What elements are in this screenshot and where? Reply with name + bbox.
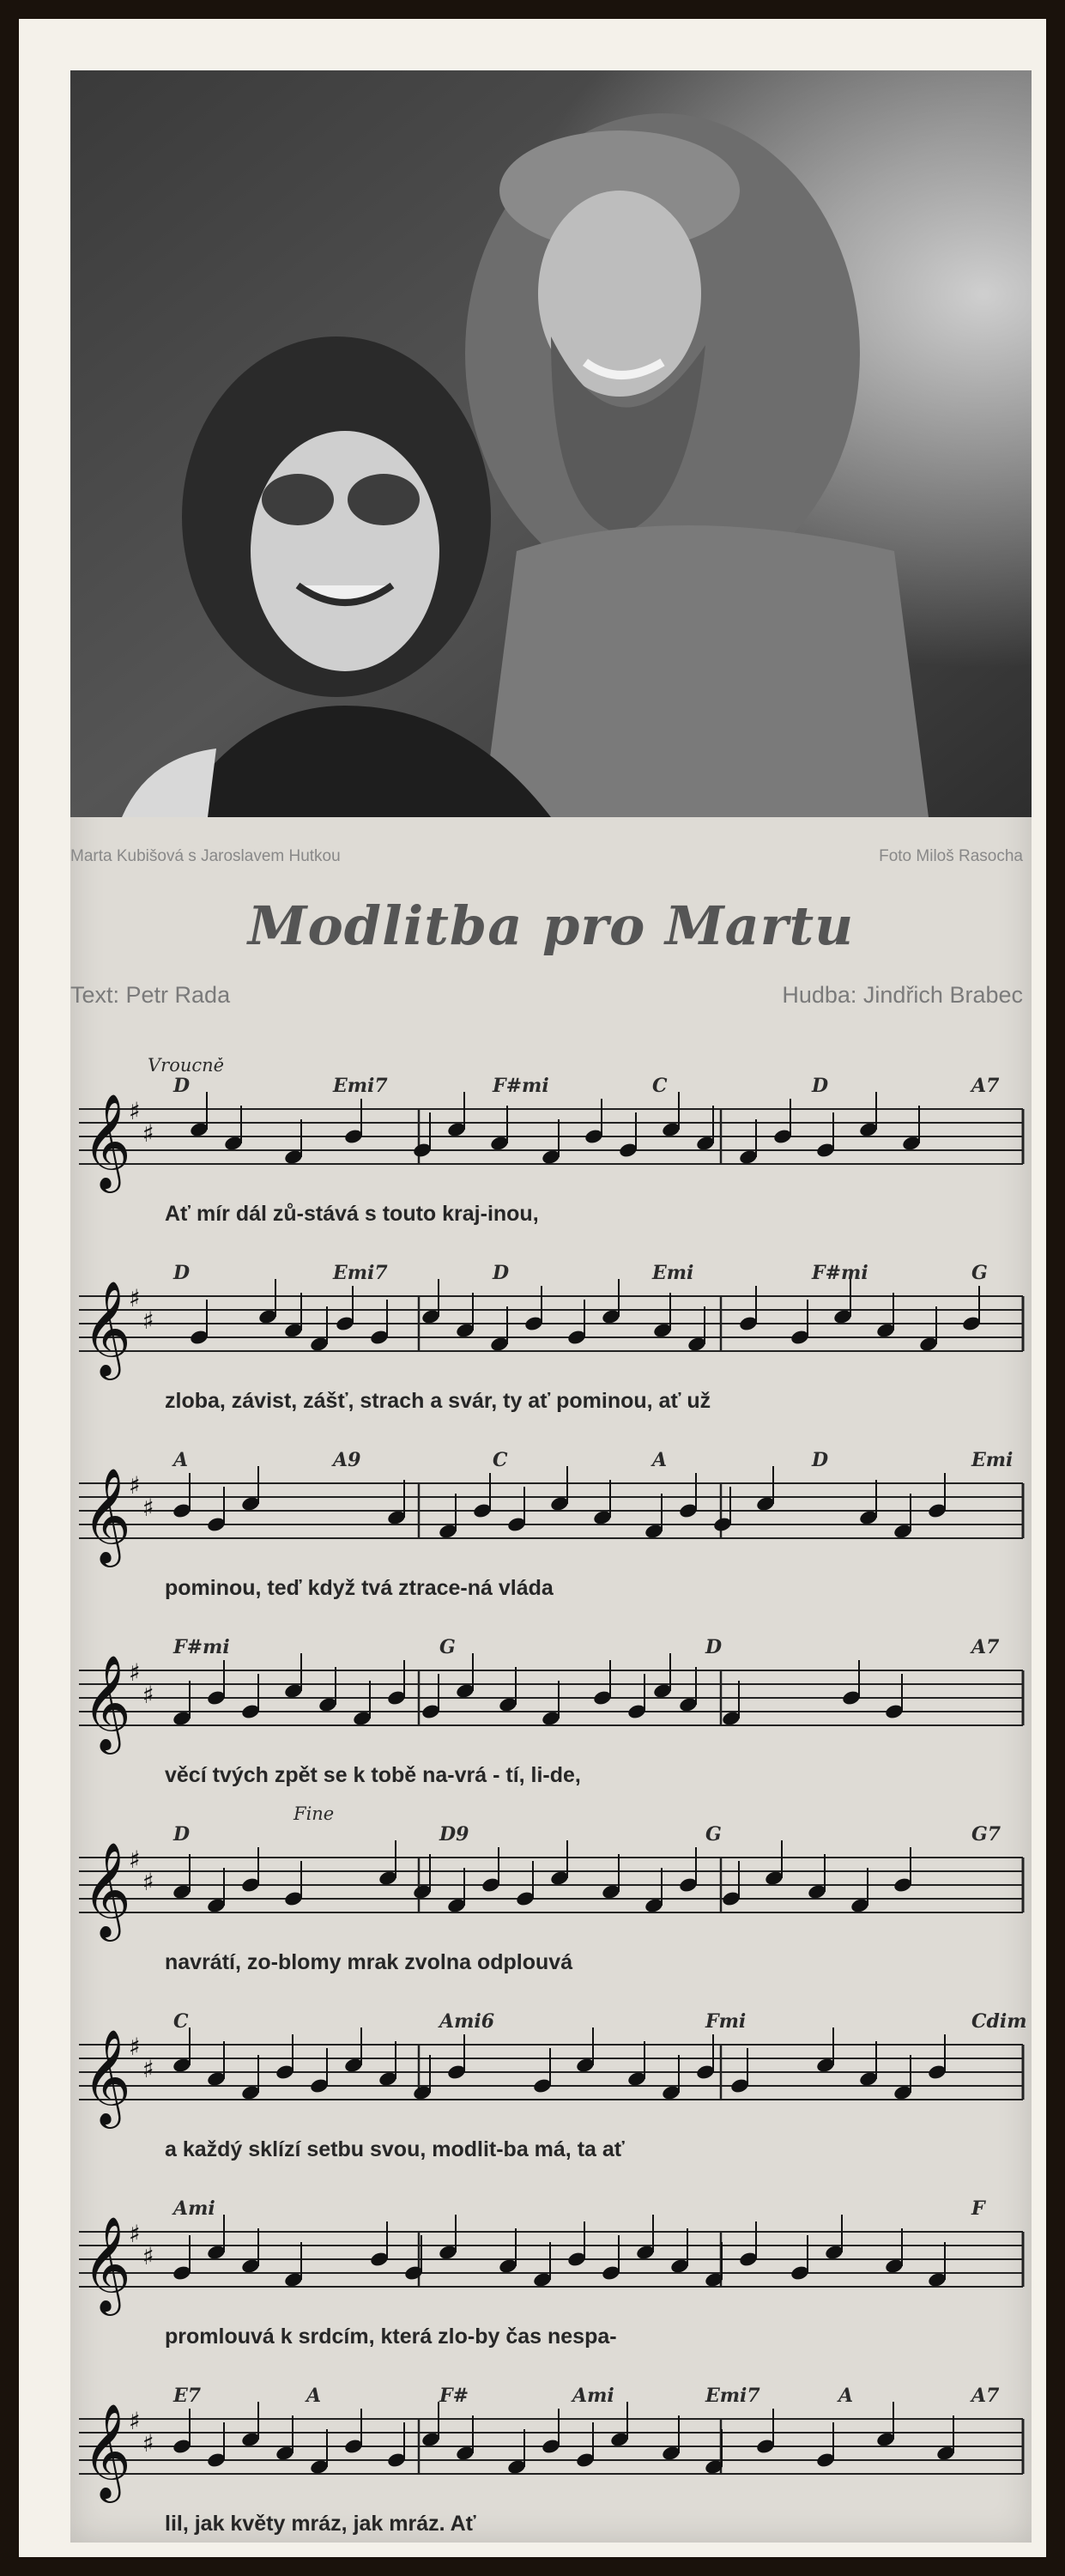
key-sharp: ♯ xyxy=(142,2055,154,2083)
chord-symbol: Cdim xyxy=(971,2010,1027,2033)
chord-symbol: D9 xyxy=(439,1823,469,1846)
chord-symbol: D xyxy=(173,1262,191,1284)
chord-symbol: D xyxy=(812,1075,829,1097)
key-sharp: ♯ xyxy=(142,1119,154,1148)
chord-symbol: Ami6 xyxy=(439,2010,495,2033)
chord-symbol: A xyxy=(306,2385,322,2407)
chord-symbol: C xyxy=(493,1449,508,1471)
photo xyxy=(70,70,1032,817)
fine-marking: Fine xyxy=(293,1803,335,1824)
chord-symbol: D xyxy=(173,1075,191,1097)
chord-symbol: D xyxy=(705,1636,723,1658)
lyrics-line: Ať mír dál zů-stává s touto kraj-inou, xyxy=(165,1202,539,1226)
chord-symbol: F xyxy=(971,2197,985,2220)
key-sharp: ♯ xyxy=(129,2407,141,2435)
treble-clef: 𝄞 xyxy=(82,2215,131,2312)
page-frame xyxy=(19,19,1046,2557)
key-sharp: ♯ xyxy=(129,1846,141,1874)
sheet-music xyxy=(70,1058,1032,2543)
chord-symbol: A xyxy=(652,1449,668,1471)
chord-symbol: Fmi xyxy=(705,2010,747,2033)
treble-clef: 𝄞 xyxy=(82,1093,131,1189)
key-sharp: ♯ xyxy=(142,1681,154,1709)
chord-symbol: Emi7 xyxy=(333,1262,388,1284)
chord-symbol: A7 xyxy=(971,1075,1000,1097)
treble-clef: 𝄞 xyxy=(82,1654,131,1750)
lyrics-line: navrátí, zo-blomy mrak zvolna odplouvá xyxy=(165,1950,573,1974)
chord-symbol: G xyxy=(705,1823,722,1846)
key-sharp: ♯ xyxy=(142,1868,154,1896)
key-sharp: ♯ xyxy=(129,1658,141,1687)
chord-symbol: F#mi xyxy=(173,1636,230,1658)
chord-symbol: G xyxy=(971,1262,988,1284)
lyrics-line: a každý sklízí setbu svou, modlit-ba má, ta ať xyxy=(165,2137,625,2161)
treble-clef: 𝄞 xyxy=(82,1841,131,1937)
score-svg xyxy=(70,1058,1032,2543)
chord-symbol: D xyxy=(812,1449,829,1471)
key-sharp: ♯ xyxy=(129,1471,141,1500)
chord-symbol: F#mi xyxy=(493,1075,549,1097)
chord-symbol: F#mi xyxy=(812,1262,868,1284)
chord-symbol: Ami xyxy=(572,2385,614,2407)
chord-symbol: A7 xyxy=(971,2385,1000,2407)
chord-symbol: C xyxy=(173,2010,189,2033)
chord-symbol: A9 xyxy=(333,1449,361,1471)
chord-symbol: Emi7 xyxy=(705,2385,760,2407)
chord-symbol: F# xyxy=(439,2385,469,2407)
key-sharp: ♯ xyxy=(142,2242,154,2270)
key-sharp: ♯ xyxy=(129,2033,141,2061)
chord-symbol: G7 xyxy=(971,1823,1001,1846)
tempo-marking: Vroucně xyxy=(148,1058,225,1076)
chord-symbol: G xyxy=(439,1636,456,1658)
chord-symbol: Ami xyxy=(173,2197,215,2220)
lyrics-credit: Text: Petr Rada xyxy=(70,982,231,1008)
key-sharp: ♯ xyxy=(129,1097,141,1125)
photo-image xyxy=(70,70,1032,817)
song-title: Modlitba pro Martu xyxy=(247,894,855,957)
key-sharp: ♯ xyxy=(129,1284,141,1312)
key-sharp: ♯ xyxy=(142,1306,154,1335)
lyrics-line: pominou, teď když tvá ztrace-ná vláda xyxy=(165,1576,554,1600)
photo-credit: Foto Miloš Rasocha xyxy=(879,847,1023,865)
chord-symbol: C xyxy=(652,1075,668,1097)
chord-symbol: Emi xyxy=(971,1449,1014,1471)
chord-symbol: Emi xyxy=(652,1262,694,1284)
chord-symbol: A7 xyxy=(971,1636,1000,1658)
chord-symbol: Emi7 xyxy=(333,1075,388,1097)
chord-symbol: D xyxy=(493,1262,510,1284)
treble-clef: 𝄞 xyxy=(82,1467,131,1563)
newspaper-clipping xyxy=(70,70,1032,2543)
key-sharp: ♯ xyxy=(142,2429,154,2458)
chord-symbol: A xyxy=(173,1449,189,1471)
lyrics-line: promlouvá k srdcím, která zlo-by čas nespa- xyxy=(165,2324,617,2349)
music-credit: Hudba: Jindřich Brabec xyxy=(782,982,1023,1008)
chord-symbol: A xyxy=(838,2385,854,2407)
lyrics-line: zloba, závist, zášť, strach a svár, ty ať pominou, ať už xyxy=(165,1389,711,1413)
photo-caption: Marta Kubišová s Jaroslavem Hutkou xyxy=(70,847,341,865)
treble-clef: 𝄞 xyxy=(82,2028,131,2124)
treble-clef: 𝄞 xyxy=(82,2403,131,2499)
lyrics-line: věcí tvých zpět se k tobě na-vrá - tí, li-de, xyxy=(165,1763,581,1787)
treble-clef: 𝄞 xyxy=(82,1280,131,1376)
chord-symbol: D xyxy=(173,1823,191,1846)
key-sharp: ♯ xyxy=(142,1494,154,1522)
chord-symbol: E7 xyxy=(173,2385,202,2407)
key-sharp: ♯ xyxy=(129,2220,141,2248)
lyrics-line: lil, jak květy mráz, jak mráz. Ať xyxy=(165,2512,476,2536)
